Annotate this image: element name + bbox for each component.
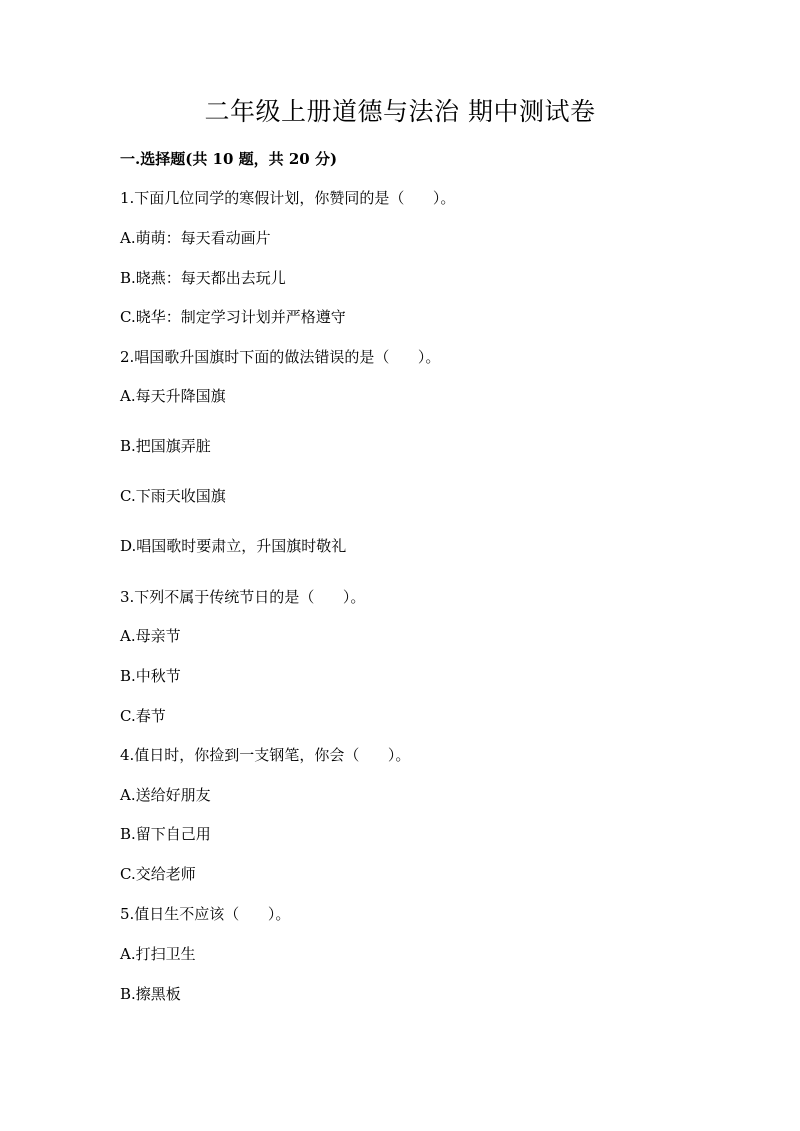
question-1-stem: 1.下面几位同学的寒假计划，你赞同的是（ ）。	[120, 189, 456, 207]
page-title: 二年级上册道德与法治 期中测试卷	[204, 97, 596, 126]
question-4-option-c: C.交给老师	[120, 865, 196, 883]
section-heading: 一.选择题(共 10 题，共 20 分)	[120, 150, 338, 168]
question-2-option-c: C.下雨天收国旗	[120, 487, 226, 505]
question-2-option-b: B.把国旗弄脏	[120, 437, 211, 455]
question-3-stem: 3.下列不属于传统节日的是（ ）。	[120, 588, 366, 606]
question-3-option-c: C.春节	[120, 707, 166, 725]
question-5-option-a: A.打扫卫生	[120, 945, 196, 963]
question-5-stem: 5.值日生不应该（ ）。	[120, 905, 291, 923]
question-4-option-b: B.留下自己用	[120, 825, 211, 843]
question-1-option-b: B.晓燕：每天都出去玩儿	[120, 269, 286, 287]
question-1-option-a: A.萌萌：每天看动画片	[120, 229, 271, 247]
question-4-option-a: A.送给好朋友	[120, 786, 211, 804]
question-1-option-c: C.晓华：制定学习计划并严格遵守	[120, 308, 346, 326]
question-3-option-b: B.中秋节	[120, 667, 181, 685]
question-5-option-b: B.擦黑板	[120, 985, 181, 1003]
question-2-option-d: D.唱国歌时要肃立，升国旗时敬礼	[120, 537, 347, 555]
question-2-stem: 2.唱国歌升国旗时下面的做法错误的是（ ）。	[120, 348, 441, 366]
question-3-option-a: A.母亲节	[120, 627, 181, 645]
question-4-stem: 4.值日时，你捡到一支钢笔，你会（ ）。	[120, 746, 411, 764]
question-2-option-a: A.每天升降国旗	[120, 387, 226, 405]
